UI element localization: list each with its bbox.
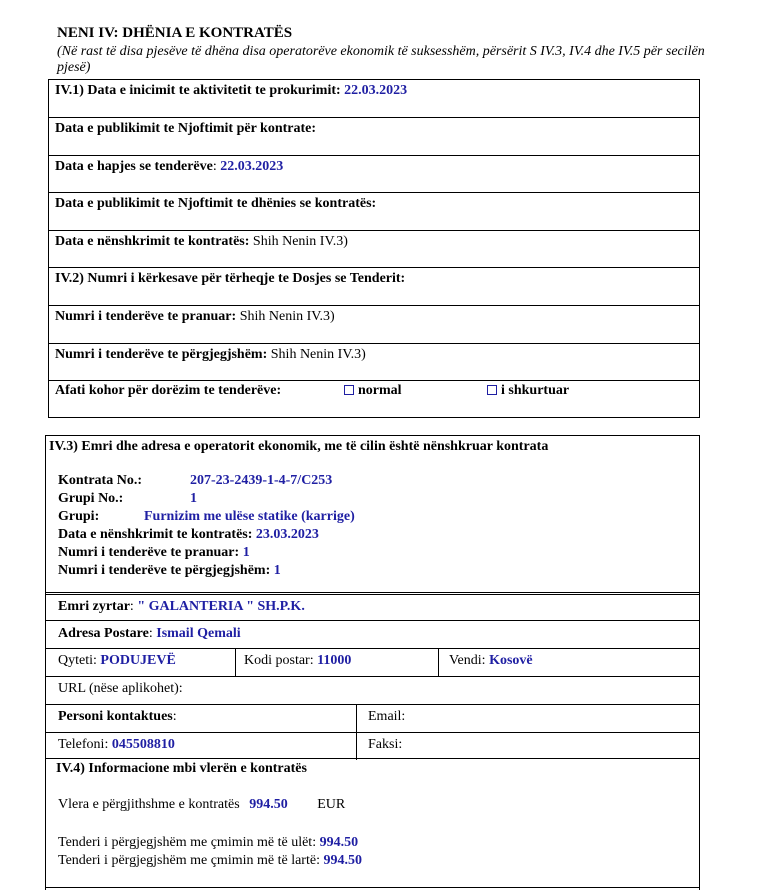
total-currency: EUR xyxy=(317,797,346,812)
country-cell xyxy=(449,653,533,669)
row-initiation-date xyxy=(49,80,699,118)
row-withdrawal-requests xyxy=(49,268,699,306)
accepted-tenders-value: Shih Nenin IV.3) xyxy=(239,309,335,324)
zip-cell xyxy=(244,653,351,669)
withdrawal-requests-label: IV.2) Numri i kërkesave për tërheqje te Dosjes se Tenderit: xyxy=(55,271,406,286)
official-name-label: Emri zyrtar xyxy=(58,599,130,614)
section-iv4 xyxy=(45,758,700,890)
contact-person-colon: : xyxy=(172,709,177,724)
city-value: PODUJEVË xyxy=(100,653,176,668)
country-value: Kosovë xyxy=(489,653,533,668)
opening-date-label: Data e hapjes se tenderëve xyxy=(55,159,213,174)
total-value-label: Vlera e përgjithshme e kontratës xyxy=(58,797,240,812)
highest-price-value: 994.50 xyxy=(323,853,362,868)
lowest-price-value: 994.50 xyxy=(319,835,359,850)
signing-date-label: Data e nënshkrimit te kontratës: xyxy=(55,234,250,249)
phone-cell xyxy=(58,737,175,753)
section-iv1-table xyxy=(48,79,700,418)
total-value-row xyxy=(58,797,345,813)
fax-cell xyxy=(368,737,402,753)
signing-date-value-iv3: 23.03.2023 xyxy=(255,527,319,542)
zip-value: 11000 xyxy=(317,653,352,668)
fax-label: Faksi: xyxy=(368,737,403,752)
official-name-value: " GALANTERIA " SH.P.K. xyxy=(137,599,305,614)
email-label: Email: xyxy=(368,709,406,724)
email-cell xyxy=(368,709,405,725)
iv3-heading: IV.3) Emri dhe adresa e operatorit ekonomik, me të cilin është nënshkruar kontrata xyxy=(49,439,549,454)
section-iv3-table xyxy=(45,435,700,759)
phone-label: Telefoni: xyxy=(58,737,109,752)
row-accepted-tenders xyxy=(49,306,699,344)
signing-date-label-iv3: Data e nënshkrimit te kontratës: xyxy=(58,527,253,542)
official-name-colon: : xyxy=(129,599,134,614)
page-title: NENI IV: DHËNIA E KONTRATËS xyxy=(57,25,293,41)
group-value: Furnizim me ulëse statike (karrige) xyxy=(144,509,355,524)
row-deadline-type xyxy=(49,381,699,418)
responsive-tenders-value: Shih Nenin IV.3) xyxy=(270,347,366,362)
postal-address-value: Ismail Qemali xyxy=(156,626,241,641)
row-contract-notice-date xyxy=(49,118,699,156)
postal-address-label: Adresa Postare xyxy=(58,626,149,641)
option-shortened[interactable] xyxy=(487,383,569,399)
highest-price-label: Tenderi i përgjegjshëm me çmimin më të lartë: xyxy=(58,853,320,868)
postal-address-colon: : xyxy=(148,626,153,641)
url-label: URL (nëse aplikohet): xyxy=(58,681,183,696)
row-opening-date xyxy=(49,156,699,193)
city-label: Qyteti: xyxy=(58,653,97,668)
price-range xyxy=(58,834,362,870)
option-normal-label: normal xyxy=(358,383,402,398)
opening-date-colon: : xyxy=(212,159,217,174)
responsive-tenders-label: Numri i tenderëve te përgjegjshëm: xyxy=(55,347,268,362)
checkbox-normal-icon[interactable] xyxy=(344,385,354,395)
contract-notice-date-label: Data e publikimit te Njoftimit për kontrate: xyxy=(55,121,317,136)
zip-label: Kodi postar: xyxy=(244,653,314,668)
group-no-value: 1 xyxy=(190,491,197,506)
responsive-count-value: 1 xyxy=(273,563,281,578)
deadline-type-label: Afati kohor për dorëzim te tenderëve: xyxy=(55,383,282,398)
contract-no-value: 207-23-2439-1-4-7/C253 xyxy=(190,473,333,488)
opening-date-value: 22.03.2023 xyxy=(220,159,284,174)
responsive-count-label: Numri i tenderëve te përgjegjshëm: xyxy=(58,563,271,578)
row-signing-date xyxy=(49,231,699,268)
phone-value: 045508810 xyxy=(111,737,175,752)
contract-no-label: Kontrata No.: xyxy=(58,473,142,488)
initiation-date-label: IV.1) Data e inicimit te aktivitetit te prokurimit: xyxy=(55,83,341,98)
row-responsive-tenders xyxy=(49,344,699,381)
accepted-tenders-label: Numri i tenderëve te pranuar: xyxy=(55,309,237,324)
award-notice-date-label: Data e publikimit te Njoftimit te dhënies se kontratës: xyxy=(55,196,377,211)
accepted-count-label: Numri i tenderëve te pranuar: xyxy=(58,545,240,560)
official-name-row xyxy=(58,599,305,615)
group-label: Grupi: xyxy=(58,509,100,524)
lowest-price-label: Tenderi i përgjegjshëm me çmimin më të ulët: xyxy=(58,835,317,850)
checkbox-shortened-icon[interactable] xyxy=(487,385,497,395)
iv4-heading: IV.4) Informacione mbi vlerën e kontratës xyxy=(56,761,307,776)
contract-details xyxy=(58,472,355,580)
postal-address-row xyxy=(58,626,241,642)
country-label: Vendi: xyxy=(449,653,486,668)
city-cell xyxy=(58,653,176,669)
initiation-date-value: 22.03.2023 xyxy=(344,83,408,98)
contact-person-label: Personi kontaktues xyxy=(58,709,173,724)
row-award-notice-date xyxy=(49,193,699,231)
total-value: 994.50 xyxy=(249,797,288,812)
accepted-count-value: 1 xyxy=(242,545,250,560)
signing-date-value: Shih Nenin IV.3) xyxy=(252,234,348,249)
contact-person-cell xyxy=(58,709,177,725)
option-normal[interactable] xyxy=(344,383,402,399)
option-shortened-label: i shkurtuar xyxy=(501,383,570,398)
page-subtitle: (Në rast të disa pjesëve të dhëna disa operatorëve ekonomik të suksesshëm, përsërit S IV.3, IV.4 dhe IV.5 për secilën pjesë) xyxy=(57,44,705,75)
url-row xyxy=(58,681,183,697)
group-no-label: Grupi No.: xyxy=(58,491,124,506)
